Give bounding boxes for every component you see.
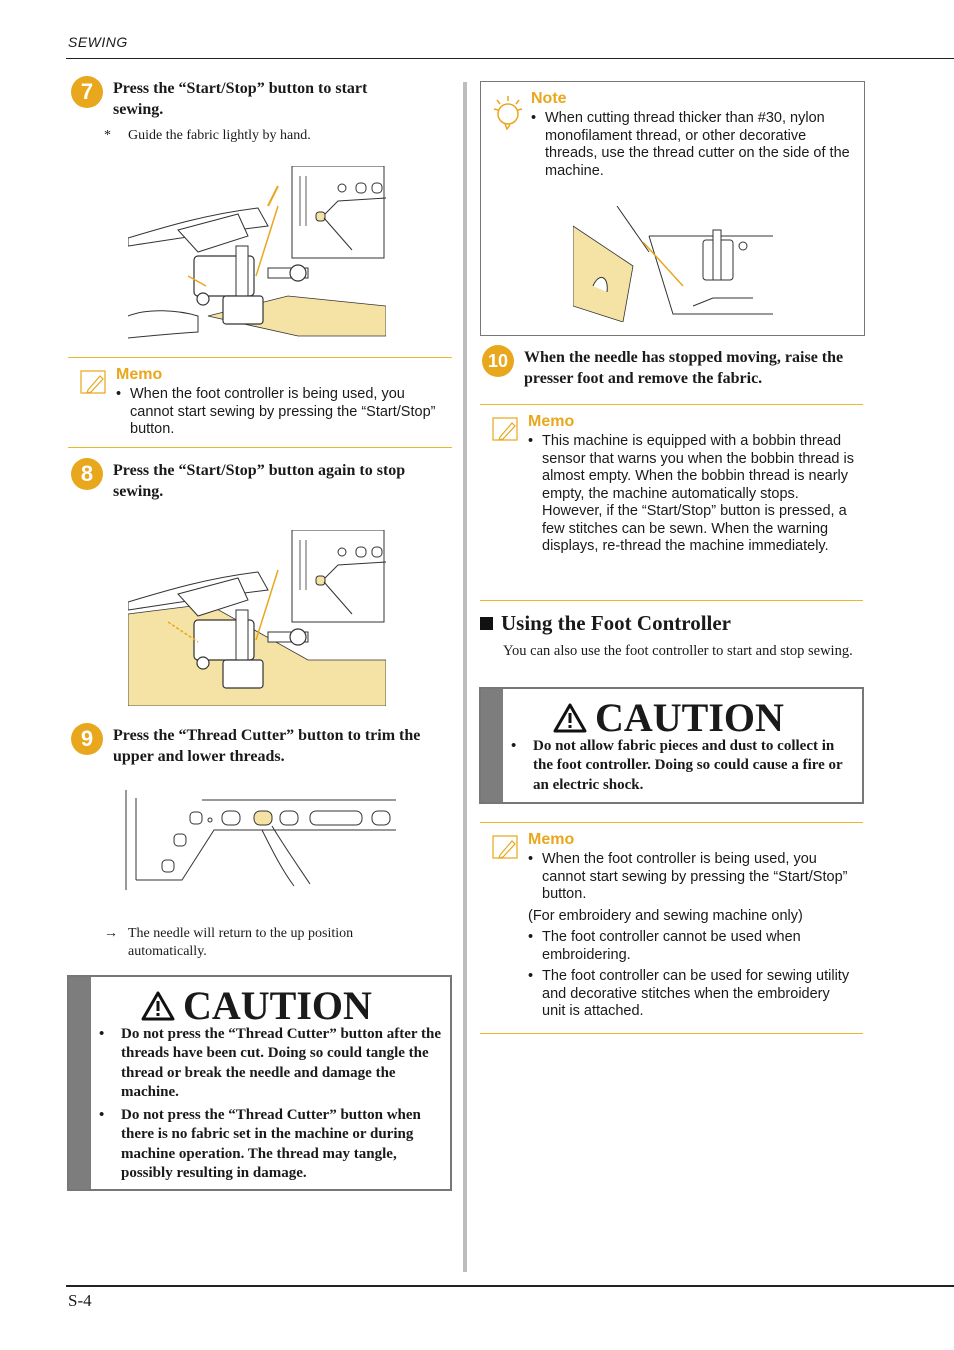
sewing-stop-illustration [128, 530, 386, 706]
note-text: Guide the fabric lightly by hand. [128, 128, 311, 143]
step-text: Press the “Start/Stop” button again to stop sewing. [113, 462, 406, 500]
memo-text: This machine is equipped with a bobbin thread sensor that warns you when the bobbin thread is almost empty. When the bobbin thread is nearly empty, the machine automatically stops. However, if the “Start/Stop” button is pressed, a few stitches can be sewn. When the warning displays, re-thread the machine immediately. [542, 433, 854, 554]
caution-item: • Do not press the “Thread Cutter” button when there is no fabric set in the machine or during machine operation. The thread may tangle, possibly resulting in damage. [99, 1106, 445, 1183]
caution-item-text: Do not press the “Thread Cutter” button when there is no fabric set in the machine or during machine operation. The thread may tangle, possibly resulting in damage. [121, 1107, 421, 1182]
note-box [480, 81, 865, 336]
thread-cutter-illustration [122, 790, 396, 890]
footer-rule [66, 1285, 954, 1287]
caution-items [99, 1025, 445, 1187]
note-text: When cutting thread thicker than #30, nylon monofilament thread, or other decorative threads, use the thread cutter on the side of the machine. [545, 110, 850, 179]
caution-item-text: Do not allow fabric pieces and dust to collect in the foot controller. Doing so could cause a fire or an electric shock. [533, 738, 843, 793]
memo-body [116, 386, 446, 439]
lightbulb-icon [493, 94, 523, 130]
memo-text: The foot controller cannot be used when embroidering. [542, 929, 801, 963]
step-8 [71, 460, 446, 502]
step-7-note [104, 127, 434, 145]
step-text: Press the “Thread Cutter” button to trim the upper and lower threads. [113, 727, 421, 765]
section-heading [480, 611, 731, 636]
caution-heading [553, 694, 784, 741]
caution-heading [141, 982, 372, 1029]
caution-title: CAUTION [595, 695, 784, 740]
caution-title: CAUTION [183, 983, 372, 1028]
step-number: 9 [71, 723, 103, 755]
memo-text: When the foot controller is being used, you cannot start sewing by pressing the “Start/Stop” button. [542, 851, 848, 902]
column-divider [463, 82, 467, 1272]
note-title: Note [531, 90, 567, 107]
caution-items [511, 737, 855, 799]
memo-icon [80, 370, 108, 396]
step-text: When the needle has stopped moving, raise the presser foot and remove the fabric. [524, 349, 844, 387]
memo-box-foot-controller [68, 357, 452, 448]
section-body: You can also use the foot controller to start and stop sewing. [503, 643, 853, 659]
step-number: 8 [71, 458, 103, 490]
caution-item-text: Do not press the “Thread Cutter” button after the threads have been cut. Doing so could tangle the thread or break the needle and damage the machine. [121, 1026, 441, 1100]
header-rule [66, 58, 954, 59]
note-arrow: → [104, 926, 118, 941]
note-body [531, 110, 857, 180]
caution-side-bar [69, 977, 91, 1189]
step-10 [482, 347, 862, 389]
memo-body [528, 433, 856, 556]
step-number: 7 [71, 76, 103, 108]
memo-icon [492, 417, 520, 443]
bullet-mark: • [528, 968, 534, 984]
caution-box-foot-controller [479, 687, 864, 804]
section-header: SEWING [68, 34, 128, 50]
caution-side-bar [481, 689, 503, 802]
bullet-mark: • [528, 851, 534, 867]
memo-title: Memo [528, 831, 575, 848]
memo-icon [492, 835, 520, 861]
bullet-mark: • [528, 929, 534, 945]
note-text: The needle will return to the up position automatically. [128, 926, 354, 959]
caution-item: • Do not allow fabric pieces and dust to collect in the foot controller. Doing so could cause a fire or an electric shock. [511, 737, 855, 795]
memo-body [528, 851, 856, 1021]
side-thread-cutter-illustration [573, 206, 773, 322]
memo-box-bobbin-sensor [480, 404, 863, 601]
step-number: 10 [482, 345, 514, 377]
caution-box-thread-cutter [67, 975, 452, 1191]
step-text: Press the “Start/Stop” button to start sewing. [113, 80, 368, 118]
warning-triangle-icon [141, 991, 175, 1021]
memo-title: Memo [528, 413, 575, 430]
caution-item: • Do not press the “Thread Cutter” button after the threads have been cut. Doing so could tangle the thread or break the needle and damage the machine. [99, 1025, 445, 1102]
bullet-mark: • [528, 433, 534, 449]
step-7 [71, 78, 411, 120]
memo-text: When the foot controller is being used, you cannot start sewing by pressing the “Start/Stop” button. [130, 386, 436, 437]
page-number: S-4 [68, 1291, 92, 1310]
bullet-mark: • [531, 110, 537, 126]
warning-triangle-icon [553, 703, 587, 733]
sewing-start-illustration [128, 166, 386, 342]
memo-text: The foot controller can be used for sewing utility and decorative stitches when the embroidery unit is attached. [542, 968, 850, 1019]
step-9-note [104, 925, 424, 961]
bullet-mark: • [116, 386, 122, 402]
memo-box-foot-controller-2 [480, 822, 863, 1034]
square-bullet-icon [480, 617, 493, 630]
memo-title: Memo [116, 366, 163, 383]
step-9 [71, 725, 446, 767]
memo-qualifier: (For embroidery and sewing machine only) [528, 907, 803, 924]
section-title: Using the Foot Controller [501, 611, 732, 635]
note-mark: * [104, 128, 111, 143]
